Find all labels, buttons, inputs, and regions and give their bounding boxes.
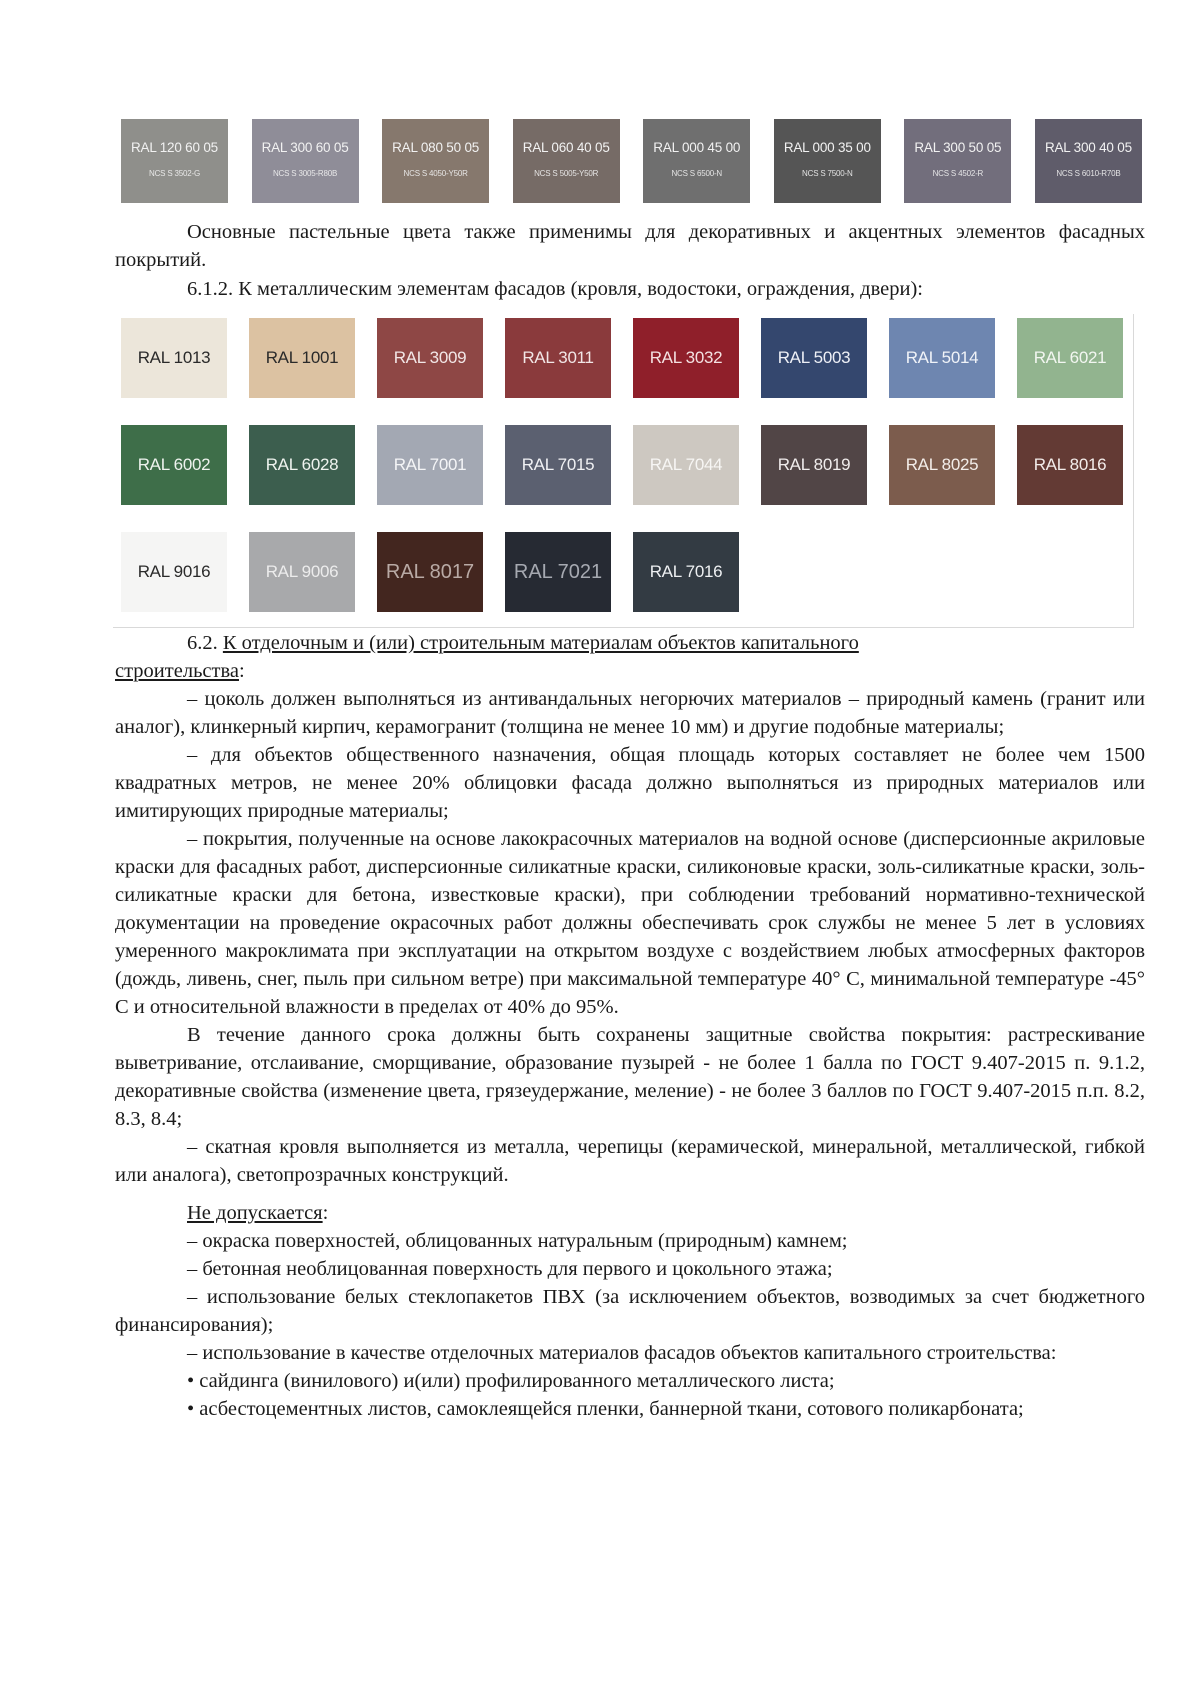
- not-allowed-bullet-1: • сайдинга (винилового) и(или) профилированного металлического листа;: [187, 1370, 835, 1392]
- swatch-ncs-code: NCS S 6010-R70B: [1056, 169, 1121, 178]
- swatch-ncs-code: NCS S 4050-Y50R: [403, 169, 468, 178]
- swatch-ncs-code: NCS S 5005-Y50R: [534, 169, 599, 178]
- pastel-swatch: [513, 119, 620, 203]
- swatch-ral-code: RAL 000 35 00: [783, 140, 871, 155]
- bullet-public-buildings: – для объектов общественного назначения, общая площадь которых составляет не более чем 1500 квадратных метров, не менее 20% облицовки фасада должно выполняться из природных материалов или имитирующих природные материалы;: [115, 744, 1145, 822]
- swatch-ral-code: RAL 300 60 05: [261, 140, 349, 155]
- metal-swatch: RAL 7015: [505, 425, 611, 505]
- section-62-title-cont: строительства: [115, 660, 239, 682]
- swatch-ncs-code: NCS S 3005-R80B: [272, 169, 338, 178]
- not-allowed-item-4: – использование в качестве отделочных материалов фасадов объектов капитального строительства:: [187, 1342, 1057, 1364]
- pastel-swatch: [904, 119, 1011, 203]
- section-612-heading: 6.1.2. К металлическим элементам фасадов (кровля, водостоки, ограждения, двери):: [187, 278, 923, 300]
- not-allowed-item-3: – использование белых стеклопакетов ПВХ (за исключением объектов, возводимых за счет бюджетного финансирования);: [115, 1286, 1145, 1336]
- metal-swatch: RAL 9006: [249, 532, 355, 612]
- bullet-paint-coatings: – покрытия, полученные на основе лакокрасочных материалов на водной основе (дисперсионные акриловые краски для фасадных работ, дисперсионные силикатные краски, силиконовые краски, золь-силикатные краски, золь-силикатные краски для бетона, известковые краски), при соблюдении требований нормативно-технической документации на проведение окрасочных работ должны обеспечивать срок службы не менее 5 лет в условиях умеренного макроклимата при эксплуатации на открытом воздухе с воздействием любых атмосферных факторов (дождь, ливень, снег, пыль при сильном ветре) при максимальной температуре 40° С, минимальной температуре -45° С и относительной влажности в пределах от 40% до 95%.: [115, 828, 1145, 1018]
- metal-swatch: RAL 9016: [121, 532, 227, 612]
- swatch-ncs-code: NCS S 4502-R: [932, 169, 984, 178]
- not-allowed-heading: Не допускается:: [187, 1202, 329, 1224]
- swatch-ral-code: RAL 000 45 00: [653, 140, 741, 155]
- pastel-paragraph: [115, 218, 1145, 303]
- swatch-ral-code: RAL 060 40 05: [522, 140, 610, 155]
- metal-swatch: RAL 5014: [889, 318, 995, 398]
- swatch-ncs-code: NCS S 3502-G: [149, 169, 200, 178]
- swatch-ncs-code: NCS S 7500-N: [802, 169, 853, 178]
- metal-swatch: RAL 6028: [249, 425, 355, 505]
- section-62-title: К отделочным и (или) строительным материалам объектов капитального: [222, 632, 859, 654]
- pastel-swatch: [382, 119, 489, 203]
- metal-swatch: RAL 5003: [761, 318, 867, 398]
- metal-swatch: RAL 6021: [1017, 318, 1123, 398]
- section-62-number: 6.2.: [187, 632, 223, 654]
- pastel-swatch: [774, 119, 881, 203]
- metal-swatch: RAL 8017: [377, 532, 483, 612]
- metal-swatch: RAL 7001: [377, 425, 483, 505]
- not-allowed-item-1: – окраска поверхностей, облицованных натуральным (природным) камнем;: [187, 1230, 848, 1252]
- metal-swatch: RAL 3011: [505, 318, 611, 398]
- metal-swatch: RAL 1001: [249, 318, 355, 398]
- not-allowed-bullet-2: • асбестоцементных листов, самоклеящейся пленки, баннерной ткани, сотового поликарбоната;: [187, 1398, 1024, 1420]
- swatch-ral-code: RAL 080 50 05: [392, 140, 480, 155]
- pastel-text: Основные пастельные цвета также применимы для декоративных и акцентных элементов фасадных покрытий.: [115, 221, 1145, 271]
- metal-swatch: RAL 7016: [633, 532, 739, 612]
- section-62: [115, 629, 1145, 1423]
- pastel-swatch: [1035, 119, 1142, 203]
- pastel-swatch: [643, 119, 750, 203]
- bullet-cokol: – цоколь должен выполняться из антивандальных негорючих материалов – природный камень (гранит или аналог), клинкерный кирпич, керамогранит (толщина не менее 10 мм) и другие подобные материалы;: [115, 688, 1145, 738]
- metal-swatch: RAL 3032: [633, 318, 739, 398]
- metal-swatch: RAL 7021: [505, 532, 611, 612]
- metal-swatch: RAL 8019: [761, 425, 867, 505]
- metal-swatch: RAL 8025: [889, 425, 995, 505]
- metal-swatch: RAL 7044: [633, 425, 739, 505]
- bullet-roof: – скатная кровля выполняется из металла, черепицы (керамической, минеральной, металлической, гибкой или аналога), светопрозрачных конструкций.: [115, 1136, 1145, 1186]
- metal-swatch: RAL 8016: [1017, 425, 1123, 505]
- pastel-swatch-strip: [121, 119, 1142, 205]
- metal-color-palette: [113, 314, 1134, 628]
- pastel-swatch: [121, 119, 228, 203]
- not-allowed-item-2: – бетонная необлицованная поверхность для первого и цокольного этажа;: [187, 1258, 833, 1280]
- pastel-swatch: [252, 119, 359, 203]
- swatch-ral-code: RAL 300 50 05: [914, 140, 1002, 155]
- swatch-ral-code: RAL 120 60 05: [131, 140, 218, 155]
- metal-swatch: RAL 6002: [121, 425, 227, 505]
- swatch-ral-code: RAL 300 40 05: [1044, 140, 1132, 155]
- metal-swatch: RAL 3009: [377, 318, 483, 398]
- section-62-heading: [115, 629, 1145, 657]
- section-62-heading-cont: строительства:: [115, 660, 245, 682]
- paragraph-service-term: В течение данного срока должны быть сохранены защитные свойства покрытия: растрескивание выветривание, отслаивание, сморщивание, образование пузырей - не более 1 балла по ГОСТ 9.407-2015 п. 9.1.2, декоративные свойства (изменение цвета, грязеудержание, меление) - не более 3 баллов по ГОСТ 9.407-2015 п.п. 8.2, 8.3, 8.4;: [115, 1024, 1145, 1130]
- swatch-ncs-code: NCS S 6500-N: [671, 169, 722, 178]
- metal-swatch: RAL 1013: [121, 318, 227, 398]
- metal-swatch-grid: [121, 318, 1123, 612]
